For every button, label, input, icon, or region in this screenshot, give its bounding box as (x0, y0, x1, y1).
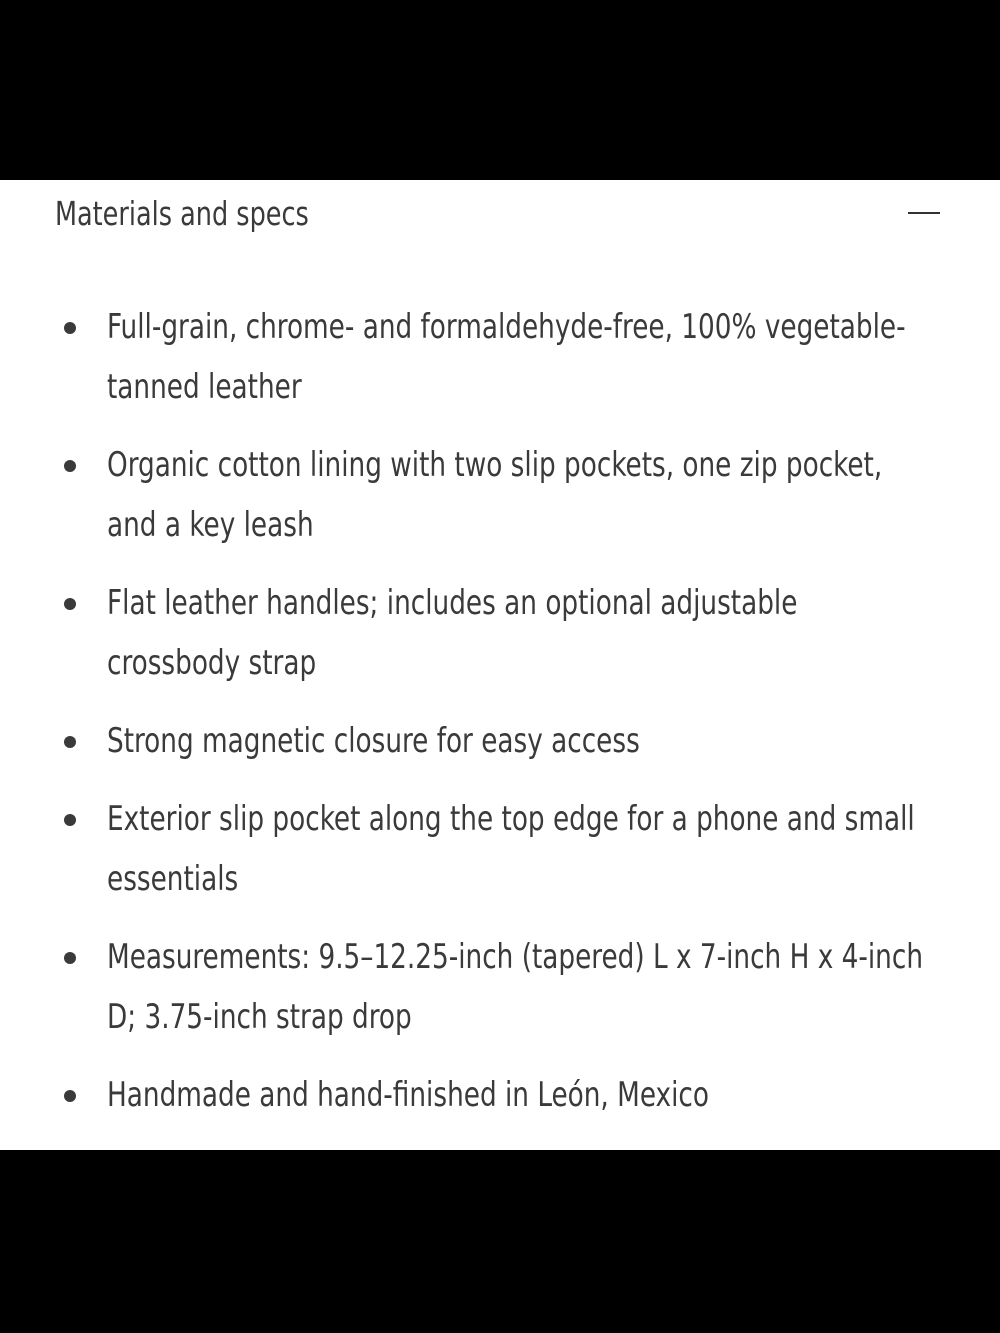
list-item (0, 711, 1000, 771)
specs-list (0, 297, 1000, 1143)
bullet-icon (64, 322, 76, 334)
top-black-bar (0, 0, 1000, 180)
list-item (0, 789, 1000, 909)
minus-icon-bar (908, 212, 940, 214)
list-item (0, 573, 1000, 693)
minus-icon[interactable] (906, 192, 942, 228)
bullet-icon (64, 952, 76, 964)
bullet-icon (64, 598, 76, 610)
list-item (0, 927, 1000, 1047)
list-item (0, 297, 1000, 417)
materials-specs-accordion-header[interactable] (0, 180, 1000, 252)
spec-text: Measurements: 9.5–12.25-inch (tapered) L x 7-inch H x 4-inch D; 3.75-inch strap drop (107, 937, 924, 1037)
list-item (0, 1065, 1000, 1125)
bullet-icon (64, 460, 76, 472)
spec-text: Flat leather handles; includes an optional adjustable crossbody strap (107, 583, 798, 683)
spec-text: Strong magnetic closure for easy access (107, 721, 640, 761)
section-title: Materials and specs (55, 194, 309, 233)
spec-text: Full-grain, chrome- and formaldehyde-free, 100% vegetable-tanned leather (107, 307, 906, 407)
spec-text: Handmade and hand-finished in León, Mexico (107, 1075, 709, 1115)
list-item (0, 435, 1000, 555)
spec-text: Organic cotton lining with two slip pockets, one zip pocket, and a key leash (107, 445, 883, 545)
bullet-icon (64, 814, 76, 826)
bullet-icon (64, 736, 76, 748)
bullet-icon (64, 1090, 76, 1102)
bottom-black-bar (0, 1150, 1000, 1333)
materials-specs-panel (0, 180, 1000, 1150)
spec-text: Exterior slip pocket along the top edge for a phone and small essentials (107, 799, 915, 899)
